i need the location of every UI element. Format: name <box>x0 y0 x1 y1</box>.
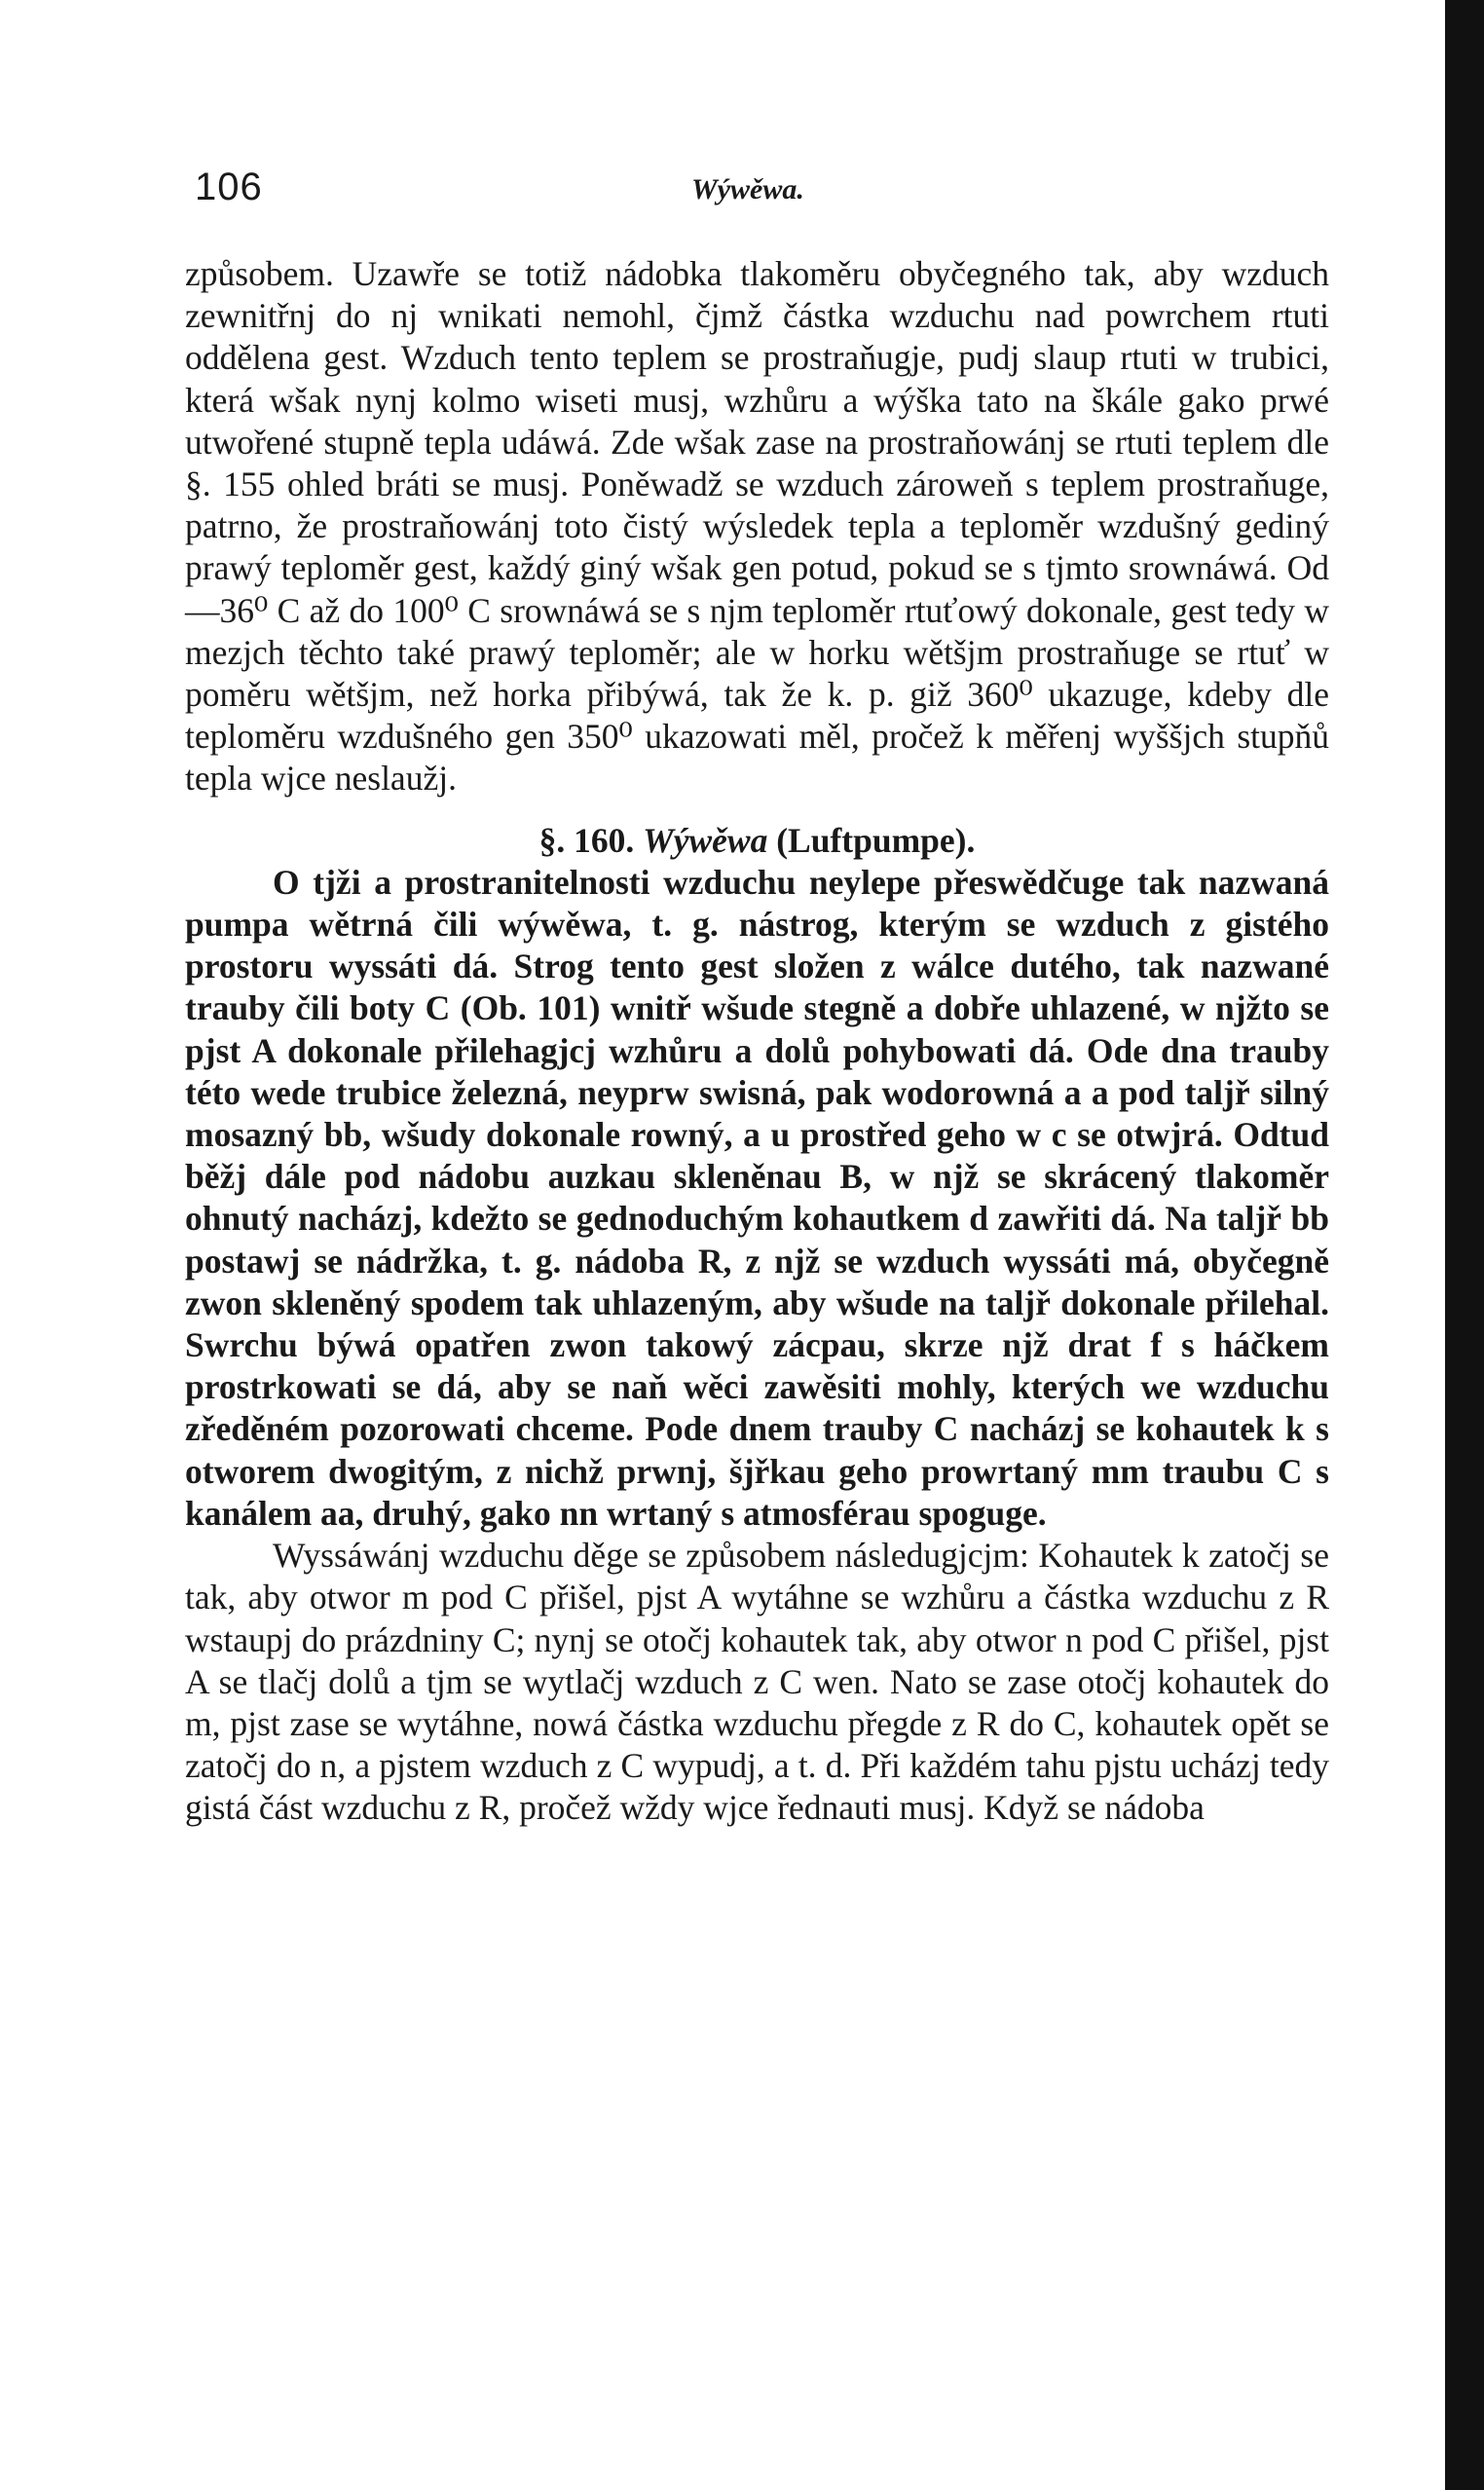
section-subtitle: (Luftpumpe). <box>776 820 976 860</box>
section-number: §. 160. <box>538 820 635 860</box>
paragraph-1: způsobem. Uzawře se totiž nádobka tlakoměru obyčegného tak, aby wzduch zewnitřnj do nj wnikati nemohl, čjmž částka wzduchu nad powrchem rtuti oddělena gest. Wzduch tento teplem se prostraňugje, pudj slaup rtuti w trubici, která wšak nynj kolmo wiseti musj, wzhůru a wýška tato na škále gako prwé utwořené stupně tepla udáwá. Zde wšak zase na prostraňowánj se rtuti teplem dle §. 155 ohled bráti se musj. Poněwadž se wzduch zároweň s teplem prostraňuge, patrno, že prostraňowánj toto čistý wýsledek tepla a teploměr wzdušný gediný prawý teploměr gest, každý giný wšak gen potud, pokud se s tjmto srownáwá. Od—36⁰ C až do 100⁰ C srownáwá se s njm teploměr rtuťowý dokonale, gest tedy w mezjch těchto také prawý teploměr; ale w horku wětšjm prostraňuge se rtuť w poměru wětšjm, než horka přibýwá, tak že k. p. giž 360⁰ ukazuge, kdeby dle teploměru wzdušného gen 350⁰ ukazowati měl, pročež k měřenj wyššjch stupňů tepla wjce neslaužj. <box>185 254 1329 799</box>
paragraph-2: O tjži a prostranitelnosti wzduchu neylepe přeswědčuge tak nazwaná pumpa wětrná čili wýwěwa, t. g. nástrog, kterým se wzduch z gistého prostoru wyssáti dá. Strog tento gest složen z wálce dutého, tak nazwané trauby čili boty C (Ob. 101) wnitř wšude stegně a dobře uhlazené, w njžto se pjst A dokonale přilehagjcj wzhůru a dolů pohybowati dá. Ode dna trauby této wede trubice železná, neyprw swisná, pak wodorowná a a pod taljř silný mosazný bb, wšudy dokonale rowný, a u prostřed geho w c se otwjrá. Odtud běžj dále pod nádobu auzkau skleněnau B, w njž se skrácený tlakoměr ohnutý nacházj, kdežto se gednoduchým kohautkem d zawřiti dá. Na taljř bb postawj se nádržka, t. g. nádoba R, z njž se wzduch wyssáti má, obyčegně zwon skleněný spodem tak uhlazeným, aby wšude na taljř dokonale přilehal. Swrchu býwá opatřen zwon takowý zácpau, skrze njž drat f s háčkem prostrkowati se dá, aby se naň wěci zawěsiti mohly, kterých we wzduchu zředěném pozorowati chceme. Pode dnem trauby C nacházj se kohautek k s otworem dwogitým, z nichž prwnj, šjřkau geho prowrtaný mm traubu C s kanálem aa, druhý, gako nn wrtaný s atmosférau spoguge. <box>185 862 1329 1533</box>
book-page <box>185 156 1329 1830</box>
running-head: Wýwěwa. <box>691 173 804 205</box>
section-heading <box>185 820 1329 862</box>
page-header <box>185 156 1329 224</box>
body-text <box>185 253 1329 1830</box>
section-title: Wýwěwa <box>643 820 768 860</box>
page-number: 106 <box>195 166 263 208</box>
scan-edge-bar <box>1445 0 1484 2490</box>
paragraph-3: Wyssáwánj wzduchu děge se způsobem následugjcjm: Kohautek k zatočj se tak, aby otwor m pod C přišel, pjst A wytáhne se wzhůru a částka wzduchu z R wstaupj do prázdniny C; nynj se otočj kohautek tak, aby otwor n pod C přišel, pjst A se tlačj dolů a tjm se wytlačj wzduch z C wen. Nato se zase otočj kohautek do m, pjst zase se wytáhne, nowá částka wzduchu přegde z R do C, kohautek opět se zatočj do n, a pjstem wzduch z C wypudj, a t. d. Při každém tahu pjstu ucházj tedy gistá část wzduchu z R, pročež wždy wjce řednauti musj. Když se nádoba <box>185 1536 1329 1828</box>
